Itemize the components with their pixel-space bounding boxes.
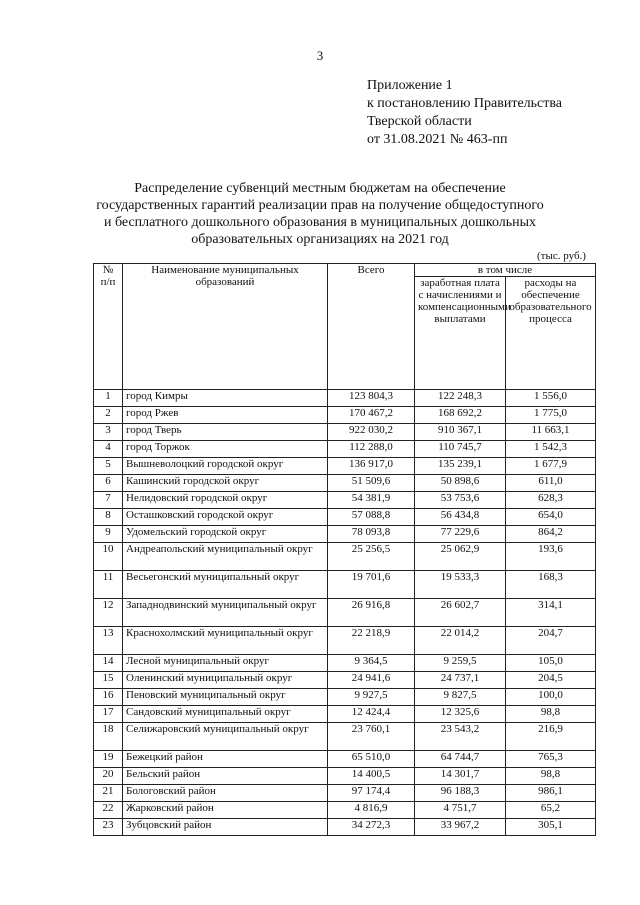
table-row	[94, 785, 596, 802]
row-total-cell: 34 272,3	[328, 819, 415, 836]
row-total-cell: 170 467,2	[328, 407, 415, 424]
row-salary-cell: 77 229,6	[415, 526, 506, 543]
row-number-cell: 13	[94, 627, 123, 655]
row-name-cell: Сандовский муниципальный округ	[123, 706, 328, 723]
table-row	[94, 526, 596, 543]
row-total-cell: 4 816,9	[328, 802, 415, 819]
row-total-cell: 123 804,3	[328, 390, 415, 407]
row-expenses-cell: 98,8	[506, 768, 596, 785]
row-expenses-cell: 314,1	[506, 599, 596, 627]
row-name-cell: Селижаровский муниципальный округ	[123, 723, 328, 751]
table-row	[94, 723, 596, 751]
row-expenses-cell: 986,1	[506, 785, 596, 802]
row-expenses-cell: 765,3	[506, 751, 596, 768]
row-total-cell: 54 381,9	[328, 492, 415, 509]
row-expenses-cell: 11 663,1	[506, 424, 596, 441]
row-number-cell: 14	[94, 655, 123, 672]
row-name-cell: Жарковский район	[123, 802, 328, 819]
document-title	[80, 180, 560, 248]
appendix-line: Тверской области	[367, 114, 472, 129]
row-name-cell: город Тверь	[123, 424, 328, 441]
row-number-cell: 15	[94, 672, 123, 689]
table-row	[94, 655, 596, 672]
row-number-cell: 10	[94, 543, 123, 571]
appendix-block	[367, 77, 562, 149]
row-number-cell: 21	[94, 785, 123, 802]
header-salary: заработная плата с начислениями и компенсационными выплатами	[415, 277, 506, 390]
appendix-line: Приложение 1	[367, 78, 453, 93]
row-total-cell: 26 916,8	[328, 599, 415, 627]
row-salary-cell: 110 745,7	[415, 441, 506, 458]
row-name-cell: город Торжок	[123, 441, 328, 458]
header-expenses: расходы на обеспечение образовательного процесса	[506, 277, 596, 390]
row-number-cell: 18	[94, 723, 123, 751]
row-total-cell: 12 424,4	[328, 706, 415, 723]
row-number-cell: 11	[94, 571, 123, 599]
table-row	[94, 492, 596, 509]
row-number-cell: 20	[94, 768, 123, 785]
row-number-cell: 9	[94, 526, 123, 543]
row-name-cell: Кашинский городской округ	[123, 475, 328, 492]
row-total-cell: 97 174,4	[328, 785, 415, 802]
row-number-cell: 5	[94, 458, 123, 475]
row-salary-cell: 135 239,1	[415, 458, 506, 475]
row-number-cell: 8	[94, 509, 123, 526]
appendix-line: к постановлению Правительства	[367, 96, 563, 111]
row-name-cell: Лесной муниципальный округ	[123, 655, 328, 672]
row-total-cell: 24 941,6	[328, 672, 415, 689]
row-total-cell: 23 760,1	[328, 723, 415, 751]
row-expenses-cell: 98,8	[506, 706, 596, 723]
row-expenses-cell: 1 542,3	[506, 441, 596, 458]
row-number-cell: 19	[94, 751, 123, 768]
table-row	[94, 424, 596, 441]
row-salary-cell: 56 434,8	[415, 509, 506, 526]
row-number-cell: 1	[94, 390, 123, 407]
table-row	[94, 768, 596, 785]
table-row	[94, 543, 596, 571]
table-body	[94, 390, 596, 836]
row-salary-cell: 122 248,3	[415, 390, 506, 407]
header-number: № п/п	[94, 264, 123, 390]
row-name-cell: Оленинский муниципальный округ	[123, 672, 328, 689]
row-salary-cell: 96 188,3	[415, 785, 506, 802]
row-salary-cell: 19 533,3	[415, 571, 506, 599]
row-salary-cell: 25 062,9	[415, 543, 506, 571]
row-salary-cell: 9 259,5	[415, 655, 506, 672]
page-number: 3	[316, 48, 324, 63]
title-line: Распределение субвенций местным бюджетам на обеспечение	[134, 181, 506, 196]
row-expenses-cell: 65,2	[506, 802, 596, 819]
row-salary-cell: 50 898,6	[415, 475, 506, 492]
row-total-cell: 922 030,2	[328, 424, 415, 441]
row-name-cell: Бельский район	[123, 768, 328, 785]
row-expenses-cell: 216,9	[506, 723, 596, 751]
row-expenses-cell: 1 556,0	[506, 390, 596, 407]
title-line: государственных гарантий реализации прав на получение общедоступного	[96, 198, 544, 213]
table-row	[94, 390, 596, 407]
row-name-cell: Краснохолмский муниципальный округ	[123, 627, 328, 655]
table-row	[94, 819, 596, 836]
row-expenses-cell: 100,0	[506, 689, 596, 706]
row-total-cell: 19 701,6	[328, 571, 415, 599]
row-total-cell: 25 256,5	[328, 543, 415, 571]
table-row	[94, 751, 596, 768]
table-row	[94, 689, 596, 706]
table-row	[94, 458, 596, 475]
row-salary-cell: 53 753,6	[415, 492, 506, 509]
row-name-cell: Нелидовский городской округ	[123, 492, 328, 509]
row-salary-cell: 24 737,1	[415, 672, 506, 689]
table-row	[94, 441, 596, 458]
row-expenses-cell: 305,1	[506, 819, 596, 836]
row-name-cell: Вышневолоцкий городской округ	[123, 458, 328, 475]
table-row	[94, 599, 596, 627]
row-name-cell: город Ржев	[123, 407, 328, 424]
row-salary-cell: 910 367,1	[415, 424, 506, 441]
row-total-cell: 78 093,8	[328, 526, 415, 543]
row-expenses-cell: 1 677,9	[506, 458, 596, 475]
header-including: в том числе	[415, 264, 596, 277]
row-salary-cell: 9 827,5	[415, 689, 506, 706]
row-name-cell: Западнодвинский муниципальный округ	[123, 599, 328, 627]
header-name: Наименование муниципальных образований	[123, 264, 328, 390]
row-salary-cell: 4 751,7	[415, 802, 506, 819]
table-row	[94, 627, 596, 655]
row-total-cell: 65 510,0	[328, 751, 415, 768]
row-name-cell: Удомельский городской округ	[123, 526, 328, 543]
row-expenses-cell: 611,0	[506, 475, 596, 492]
row-number-cell: 2	[94, 407, 123, 424]
row-total-cell: 136 917,0	[328, 458, 415, 475]
row-expenses-cell: 628,3	[506, 492, 596, 509]
row-salary-cell: 14 301,7	[415, 768, 506, 785]
row-total-cell: 14 400,5	[328, 768, 415, 785]
row-salary-cell: 64 744,7	[415, 751, 506, 768]
row-expenses-cell: 654,0	[506, 509, 596, 526]
row-name-cell: Осташковский городской округ	[123, 509, 328, 526]
table-row	[94, 407, 596, 424]
table-row	[94, 706, 596, 723]
row-salary-cell: 33 967,2	[415, 819, 506, 836]
row-number-cell: 3	[94, 424, 123, 441]
row-number-cell: 17	[94, 706, 123, 723]
row-name-cell: город Кимры	[123, 390, 328, 407]
row-expenses-cell: 204,7	[506, 627, 596, 655]
row-name-cell: Пеновский муниципальный округ	[123, 689, 328, 706]
row-number-cell: 22	[94, 802, 123, 819]
appendix-line: от 31.08.2021 № 463-пп	[367, 132, 508, 147]
row-number-cell: 16	[94, 689, 123, 706]
row-total-cell: 112 288,0	[328, 441, 415, 458]
row-expenses-cell: 1 775,0	[506, 407, 596, 424]
unit-note: (тыс. руб.)	[537, 250, 586, 262]
row-number-cell: 4	[94, 441, 123, 458]
title-line: и бесплатного дошкольного образования в муниципальных дошкольных	[103, 215, 537, 230]
row-total-cell: 9 364,5	[328, 655, 415, 672]
row-salary-cell: 168 692,2	[415, 407, 506, 424]
row-salary-cell: 12 325,6	[415, 706, 506, 723]
row-name-cell: Бологовский район	[123, 785, 328, 802]
row-salary-cell: 26 602,7	[415, 599, 506, 627]
title-line: образовательных организациях на 2021 год	[191, 232, 449, 247]
table-row	[94, 475, 596, 492]
row-expenses-cell: 204,5	[506, 672, 596, 689]
row-expenses-cell: 193,6	[506, 543, 596, 571]
row-total-cell: 22 218,9	[328, 627, 415, 655]
row-name-cell: Зубцовский район	[123, 819, 328, 836]
row-total-cell: 57 088,8	[328, 509, 415, 526]
table-row	[94, 672, 596, 689]
row-salary-cell: 22 014,2	[415, 627, 506, 655]
subvention-table	[93, 263, 596, 836]
table-row	[94, 802, 596, 819]
table-row	[94, 509, 596, 526]
row-expenses-cell: 105,0	[506, 655, 596, 672]
row-number-cell: 7	[94, 492, 123, 509]
row-total-cell: 9 927,5	[328, 689, 415, 706]
row-number-cell: 23	[94, 819, 123, 836]
row-name-cell: Андреапольский муниципальный округ	[123, 543, 328, 571]
table-row	[94, 571, 596, 599]
row-expenses-cell: 864,2	[506, 526, 596, 543]
row-name-cell: Бежецкий район	[123, 751, 328, 768]
row-number-cell: 6	[94, 475, 123, 492]
row-salary-cell: 23 543,2	[415, 723, 506, 751]
row-name-cell: Весьегонский муниципальный округ	[123, 571, 328, 599]
row-total-cell: 51 509,6	[328, 475, 415, 492]
row-number-cell: 12	[94, 599, 123, 627]
header-total: Всего	[328, 264, 415, 390]
row-expenses-cell: 168,3	[506, 571, 596, 599]
